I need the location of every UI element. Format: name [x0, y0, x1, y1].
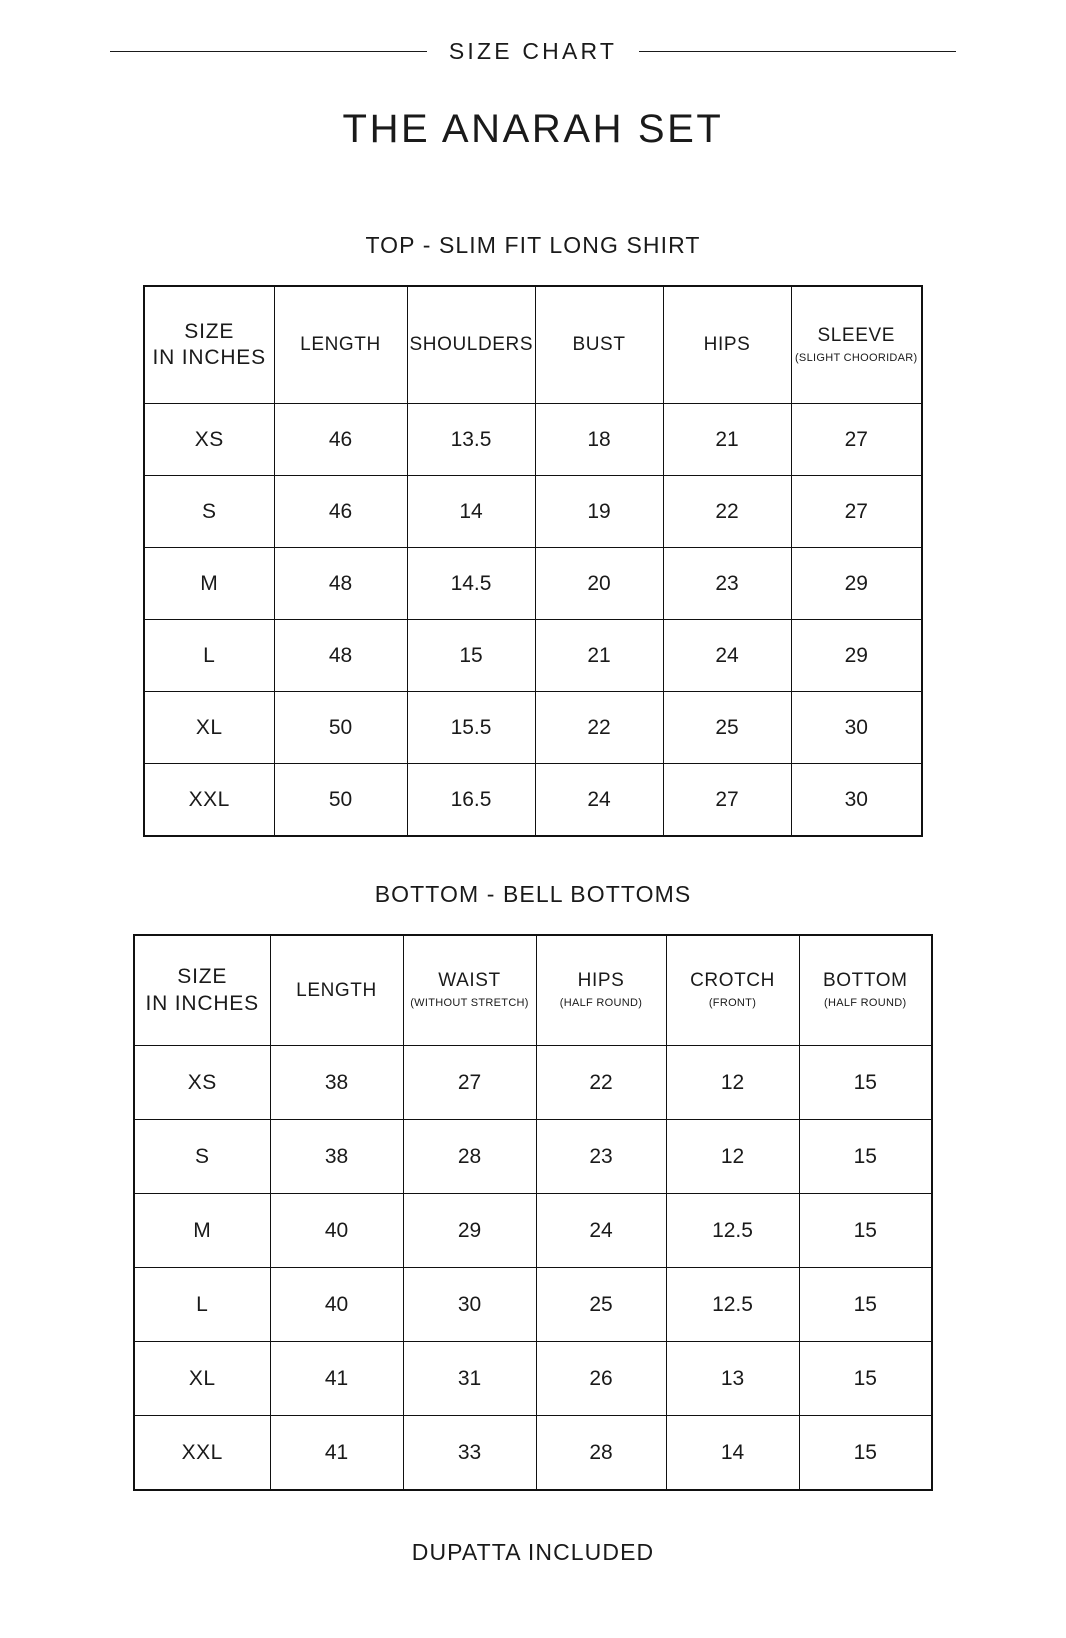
- cell-crotch: 12: [666, 1120, 799, 1194]
- cell-hips: 23: [663, 548, 791, 620]
- cell-shoulders: 13.5: [407, 404, 535, 476]
- table-row: [134, 1046, 932, 1120]
- column-header-waist-main: WAIST: [438, 970, 501, 992]
- cell-crotch: 14: [666, 1416, 799, 1491]
- row-size-label: XL: [134, 1342, 270, 1416]
- cell-waist: 28: [403, 1120, 536, 1194]
- cell-waist: 33: [403, 1416, 536, 1491]
- top-table-head: [144, 286, 922, 404]
- column-header-length-main: LENGTH: [300, 334, 381, 356]
- bottom-size-table: [133, 934, 933, 1491]
- cell-length: 41: [270, 1416, 403, 1491]
- column-header-sleeve: [791, 286, 922, 404]
- cell-sleeve: 29: [791, 620, 922, 692]
- cell-length: 50: [274, 764, 407, 837]
- bottom-section-title: BOTTOM - BELL BOTTOMS: [374, 881, 692, 907]
- column-header-bottom-main: BOTTOM: [822, 970, 908, 992]
- table-row: [144, 548, 922, 620]
- table-row: [134, 1120, 932, 1194]
- column-header-length: [274, 286, 407, 404]
- column-header-hips-sub: (HALF ROUND): [559, 997, 643, 1010]
- table-row: [144, 476, 922, 548]
- cell-length: 40: [270, 1194, 403, 1268]
- column-header-crotch: [666, 935, 799, 1046]
- cell-waist: 30: [403, 1268, 536, 1342]
- row-size-label: XXL: [134, 1416, 270, 1491]
- cell-bust: 22: [535, 692, 663, 764]
- cell-crotch: 13: [666, 1342, 799, 1416]
- cell-sleeve: 29: [791, 548, 922, 620]
- cell-bust: 20: [535, 548, 663, 620]
- cell-length: 41: [270, 1342, 403, 1416]
- header-rule: [0, 38, 1066, 65]
- table-row: [144, 620, 922, 692]
- column-header-size-unit: IN INCHES: [152, 346, 266, 369]
- column-header-hips: [663, 286, 791, 404]
- column-header-shoulders-main: SHOULDERS: [409, 334, 534, 356]
- column-header-hips-main: HIPS: [703, 334, 751, 356]
- column-header-crotch-main: CROTCH: [690, 970, 775, 992]
- footer-note: DUPATTA INCLUDED: [411, 1539, 655, 1565]
- column-header-size: [144, 286, 274, 404]
- cell-bust: 19: [535, 476, 663, 548]
- column-header-waist-sub: (WITHOUT STRETCH): [410, 997, 529, 1010]
- cell-length: 48: [274, 548, 407, 620]
- size-chart-eyebrow: SIZE CHART: [448, 38, 618, 64]
- row-size-label: S: [144, 476, 274, 548]
- top-size-table: [143, 285, 923, 837]
- cell-sleeve: 27: [791, 404, 922, 476]
- cell-bottom: 15: [799, 1046, 932, 1120]
- table-row: [134, 1416, 932, 1491]
- column-header-bottom-sub: (HALF ROUND): [824, 997, 907, 1010]
- column-header-shoulders: [407, 286, 535, 404]
- cell-hips: 27: [663, 764, 791, 837]
- cell-sleeve: 30: [791, 764, 922, 837]
- cell-length: 38: [270, 1046, 403, 1120]
- size-chart-page: [0, 38, 1066, 1638]
- row-size-label: XS: [144, 404, 274, 476]
- row-size-label: L: [134, 1268, 270, 1342]
- cell-length: 38: [270, 1120, 403, 1194]
- cell-waist: 27: [403, 1046, 536, 1120]
- header-rule-right-line: [639, 51, 956, 52]
- bottom-table-head: [134, 935, 932, 1046]
- table-row: [134, 1194, 932, 1268]
- column-header-length-main: LENGTH: [296, 979, 377, 1001]
- column-header-sleeve-main: SLEEVE: [817, 324, 896, 346]
- cell-waist: 29: [403, 1194, 536, 1268]
- cell-bottom: 15: [799, 1416, 932, 1491]
- top-table-wrap: [0, 285, 1066, 837]
- cell-hips: 24: [536, 1194, 666, 1268]
- cell-sleeve: 30: [791, 692, 922, 764]
- cell-hips: 26: [536, 1342, 666, 1416]
- cell-length: 40: [270, 1268, 403, 1342]
- cell-bottom: 15: [799, 1268, 932, 1342]
- table-row: [144, 764, 922, 837]
- cell-hips: 28: [536, 1416, 666, 1491]
- column-header-waist: [403, 935, 536, 1046]
- column-header-sleeve-sub: (SLIGHT CHOORIDAR): [794, 351, 918, 364]
- bottom-table-wrap: [0, 934, 1066, 1491]
- column-header-bust: [535, 286, 663, 404]
- top-section-title: TOP - SLIM FIT LONG SHIRT: [365, 232, 701, 258]
- row-size-label: XL: [144, 692, 274, 764]
- header-rule-left-line: [110, 51, 427, 52]
- column-header-bust-main: BUST: [572, 334, 626, 356]
- column-header-hips: [536, 935, 666, 1046]
- column-header-size-unit: IN INCHES: [145, 991, 259, 1015]
- row-size-label: S: [134, 1120, 270, 1194]
- cell-bottom: 15: [799, 1194, 932, 1268]
- cell-hips: 22: [536, 1046, 666, 1120]
- cell-bust: 24: [535, 764, 663, 837]
- column-header-hips-main: HIPS: [577, 970, 625, 992]
- cell-hips: 24: [663, 620, 791, 692]
- cell-crotch: 12.5: [666, 1194, 799, 1268]
- cell-waist: 31: [403, 1342, 536, 1416]
- cell-length: 46: [274, 404, 407, 476]
- cell-hips: 25: [663, 692, 791, 764]
- table-row: [144, 692, 922, 764]
- cell-length: 50: [274, 692, 407, 764]
- column-header-crotch-sub: (FRONT): [708, 997, 757, 1010]
- table-row: [144, 404, 922, 476]
- row-size-label: M: [134, 1194, 270, 1268]
- bottom-table-body: [134, 1046, 932, 1491]
- column-header-size: [134, 935, 270, 1046]
- cell-hips: 21: [663, 404, 791, 476]
- cell-shoulders: 15: [407, 620, 535, 692]
- table-header-row: [134, 935, 932, 1046]
- cell-hips: 25: [536, 1268, 666, 1342]
- cell-crotch: 12.5: [666, 1268, 799, 1342]
- row-size-label: M: [144, 548, 274, 620]
- column-header-length: [270, 935, 403, 1046]
- cell-shoulders: 15.5: [407, 692, 535, 764]
- table-row: [134, 1342, 932, 1416]
- cell-sleeve: 27: [791, 476, 922, 548]
- column-header-size-main: SIZE: [177, 965, 228, 989]
- cell-hips: 23: [536, 1120, 666, 1194]
- cell-shoulders: 14.5: [407, 548, 535, 620]
- cell-bottom: 15: [799, 1342, 932, 1416]
- row-size-label: XXL: [144, 764, 274, 837]
- column-header-size-main: SIZE: [184, 319, 235, 343]
- top-table-body: [144, 404, 922, 837]
- cell-bust: 18: [535, 404, 663, 476]
- cell-length: 48: [274, 620, 407, 692]
- cell-shoulders: 14: [407, 476, 535, 548]
- table-header-row: [144, 286, 922, 404]
- row-size-label: XS: [134, 1046, 270, 1120]
- row-size-label: L: [144, 620, 274, 692]
- column-header-bottom: [799, 935, 932, 1046]
- cell-shoulders: 16.5: [407, 764, 535, 837]
- cell-hips: 22: [663, 476, 791, 548]
- page-title: THE ANARAH SET: [342, 107, 724, 151]
- cell-crotch: 12: [666, 1046, 799, 1120]
- cell-length: 46: [274, 476, 407, 548]
- cell-bottom: 15: [799, 1120, 932, 1194]
- cell-bust: 21: [535, 620, 663, 692]
- table-row: [134, 1268, 932, 1342]
